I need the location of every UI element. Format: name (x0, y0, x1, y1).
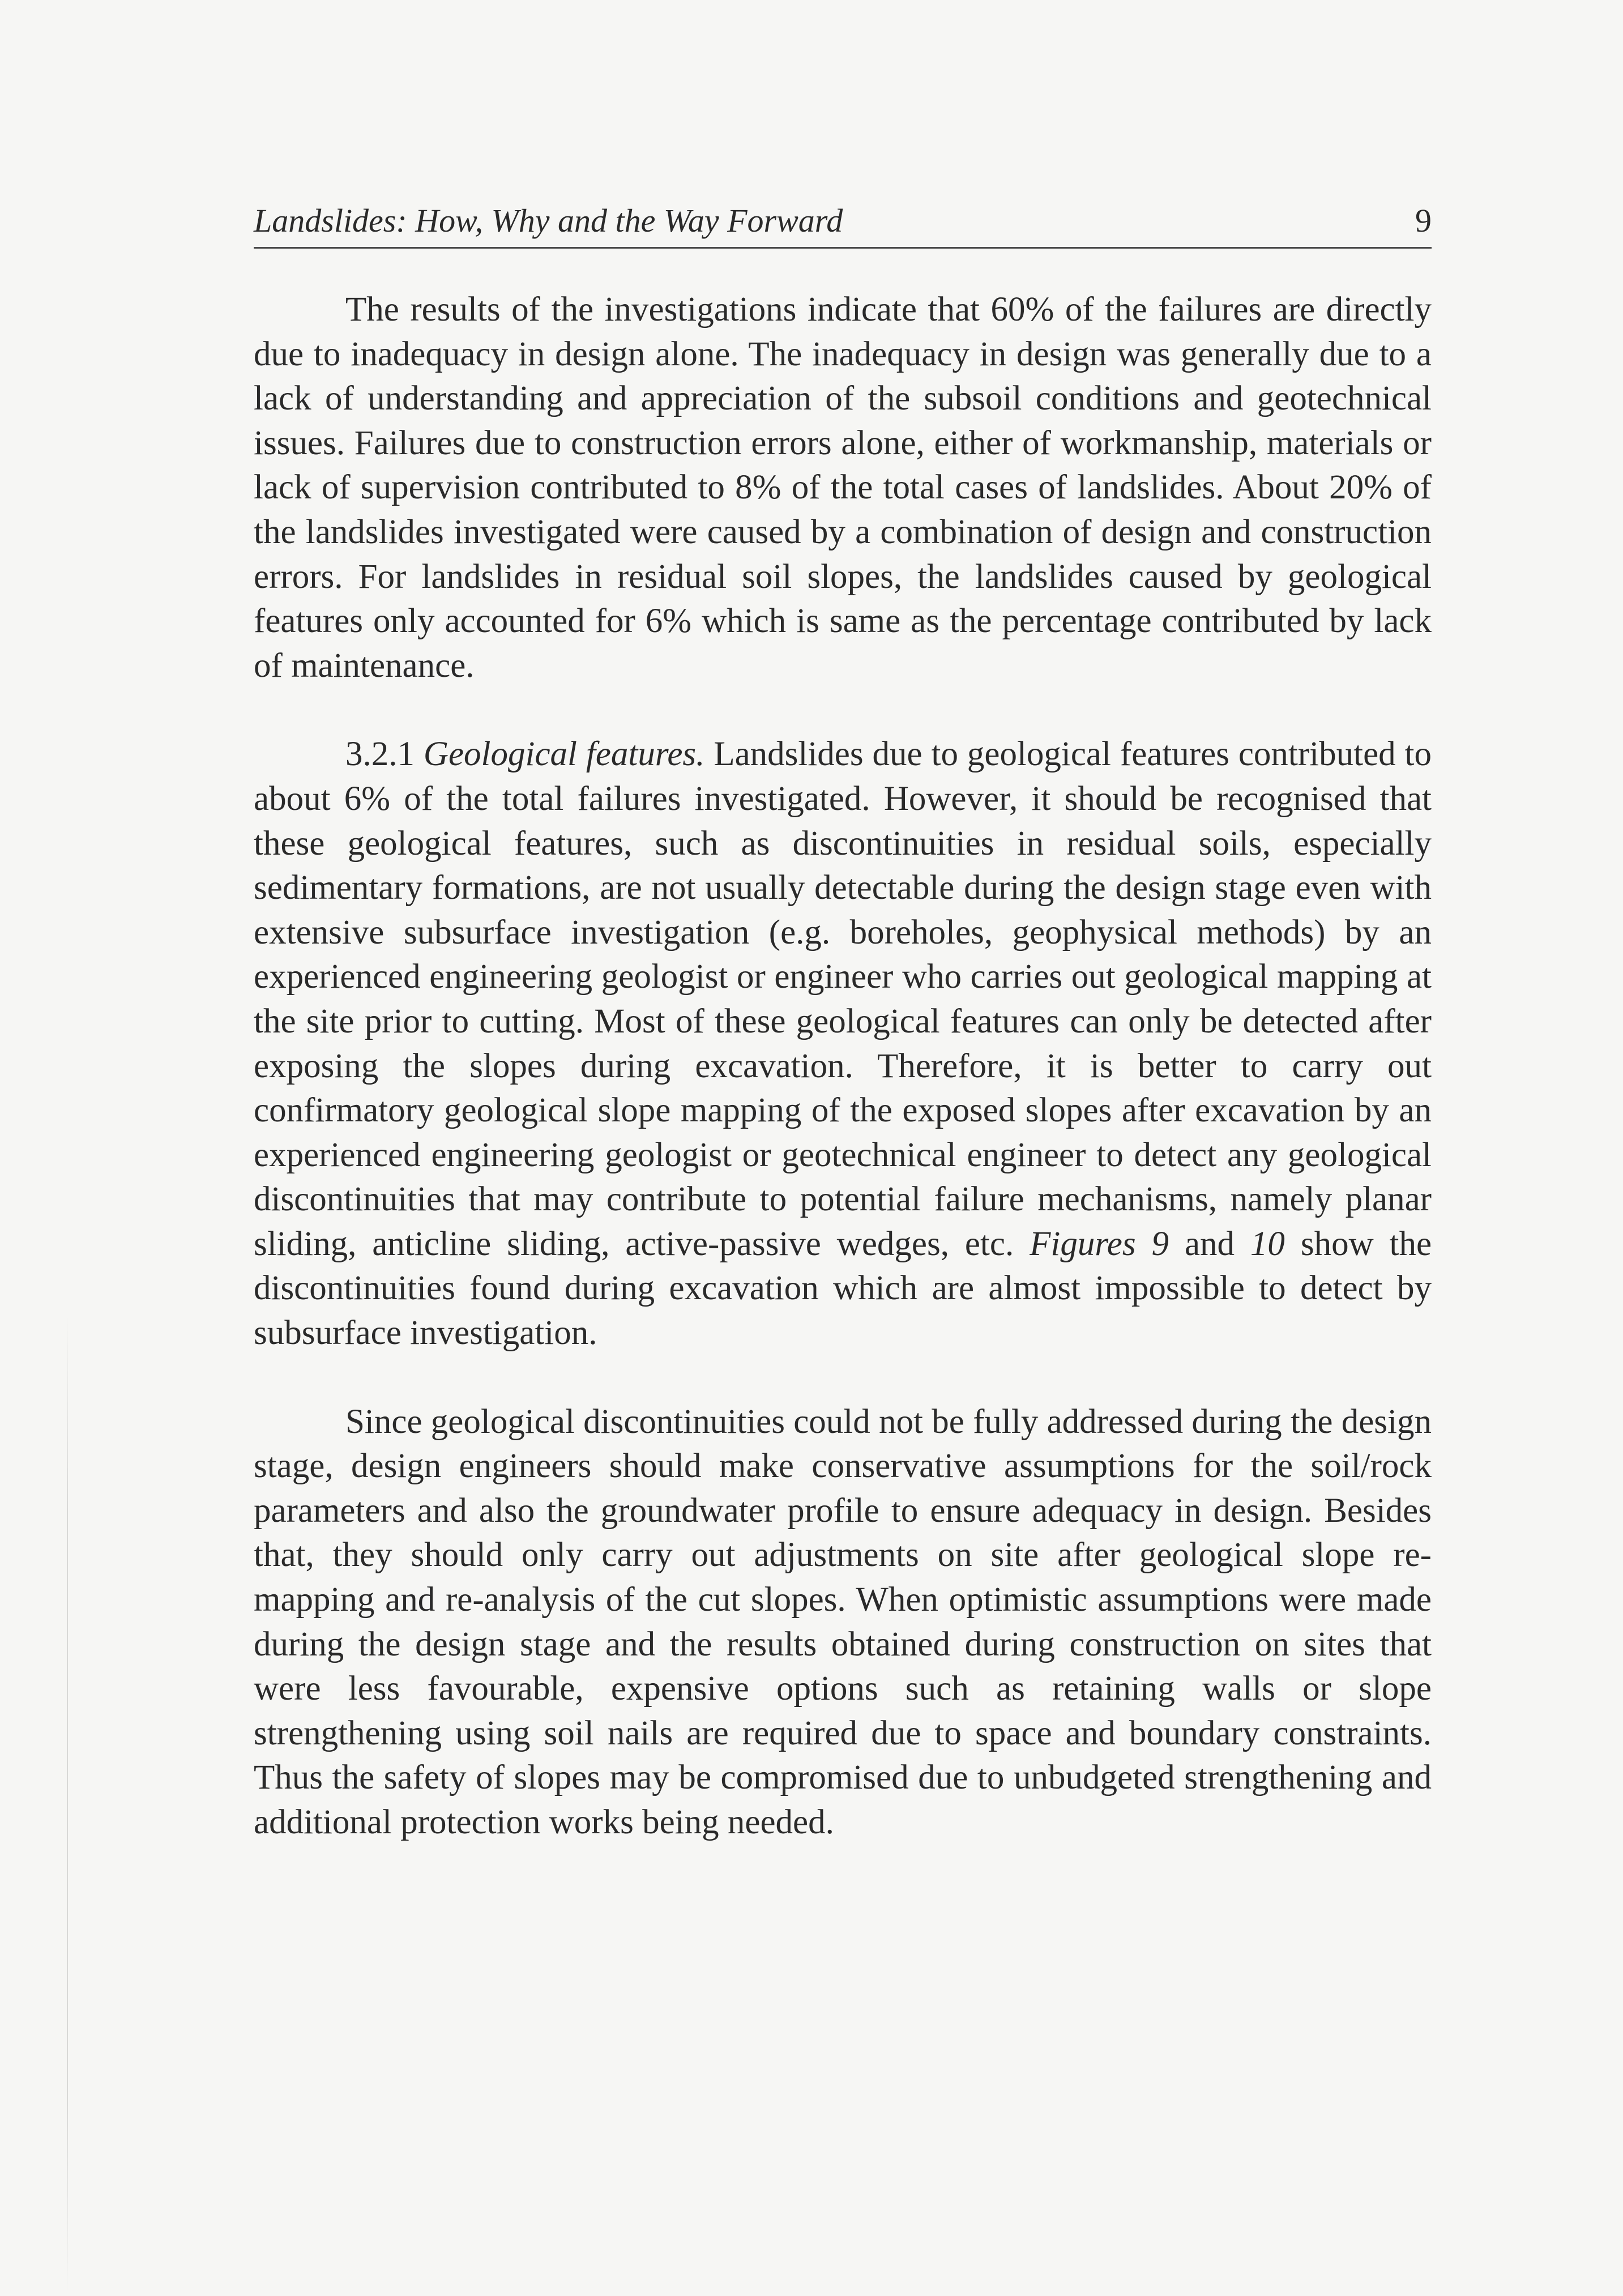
figure-ref-word: Figures (1030, 1224, 1136, 1263)
page-number: 9 (1415, 202, 1432, 239)
running-head (254, 202, 1432, 247)
running-head-title: Landslides: How, Why and the Way Forward (254, 202, 843, 239)
body-text (254, 288, 1432, 1845)
figure-ref-9: 9 (1151, 1224, 1169, 1263)
section-title: Geological features. (423, 735, 705, 774)
figure-ref-10: 10 (1250, 1224, 1285, 1263)
section-number: 3.2.1 (345, 735, 415, 774)
header-rule (254, 247, 1432, 249)
paragraph-1 (254, 288, 1432, 688)
paragraph-2-text-b: show the discontinuities found during excavation which are almost impossible to detect by subsurface investigation. (254, 1224, 1432, 1352)
binding-shadow (67, 1314, 68, 2294)
paragraph-2 (254, 732, 1432, 1355)
figure-ref-and: and (1184, 1224, 1235, 1263)
paragraph-3 (254, 1400, 1432, 1845)
paragraph-2-text-a: Landslides due to geological features contributed to about 6% of the total failures investigated. However, it should be recognised that these geological features, such as discontinuities in residual soils, especially sedimentary formations, are not usually detectable during the design stage even with extensive subsurface investigation (e.g. boreholes, geophysical methods) by an experienced engineering geologist or engineer who carries out geological mapping at the site prior to cutting. Most of these geological features can only be detected after exposing the slopes during excavation. Therefore, it is better to carry out confirmatory geological slope mapping of the exposed slopes after excavation by an experienced engineering geologist or geotechnical engineer to detect any geological discontinuities that may contribute to potential failure mechanisms, namely planar sliding, anticline sliding, active-passive wedges, etc. (254, 735, 1432, 1263)
paragraph-1-text: The results of the investigations indicate that 60% of the failures are directly due to inadequacy in design alone. The inadequacy in design was generally due to a lack of understanding and appreciation of the subsoil conditions and geotechnical issues. Failures due to construction errors alone, either of workmanship, materials or lack of supervision contributed to 8% of the total cases of landslides. About 20% of the landslides investigated were caused by a combination of design and construction errors. For landslides in residual soil slopes, the landslides caused by geological features only accounted for 6% which is same as the percentage contributed by lack of maintenance. (254, 291, 1432, 685)
paragraph-3-text: Since geological discontinuities could not be fully addressed during the design stage, design engineers should make conservative assumptions for the soil/rock parameters and also the groundwater profile to ensure adequacy in design. Besides that, they should only carry out adjustments on site after geological slope re-mapping and re-analysis of the cut slopes. When optimistic assumptions were made during the design stage and the results obtained during construction on sites that were less favourable, expensive options such as retaining walls or slope strengthening using soil nails are required due to space and boundary constraints. Thus the safety of slopes may be compromised due to unbudgeted strengthening and additional protection works being needed. (254, 1402, 1432, 1841)
